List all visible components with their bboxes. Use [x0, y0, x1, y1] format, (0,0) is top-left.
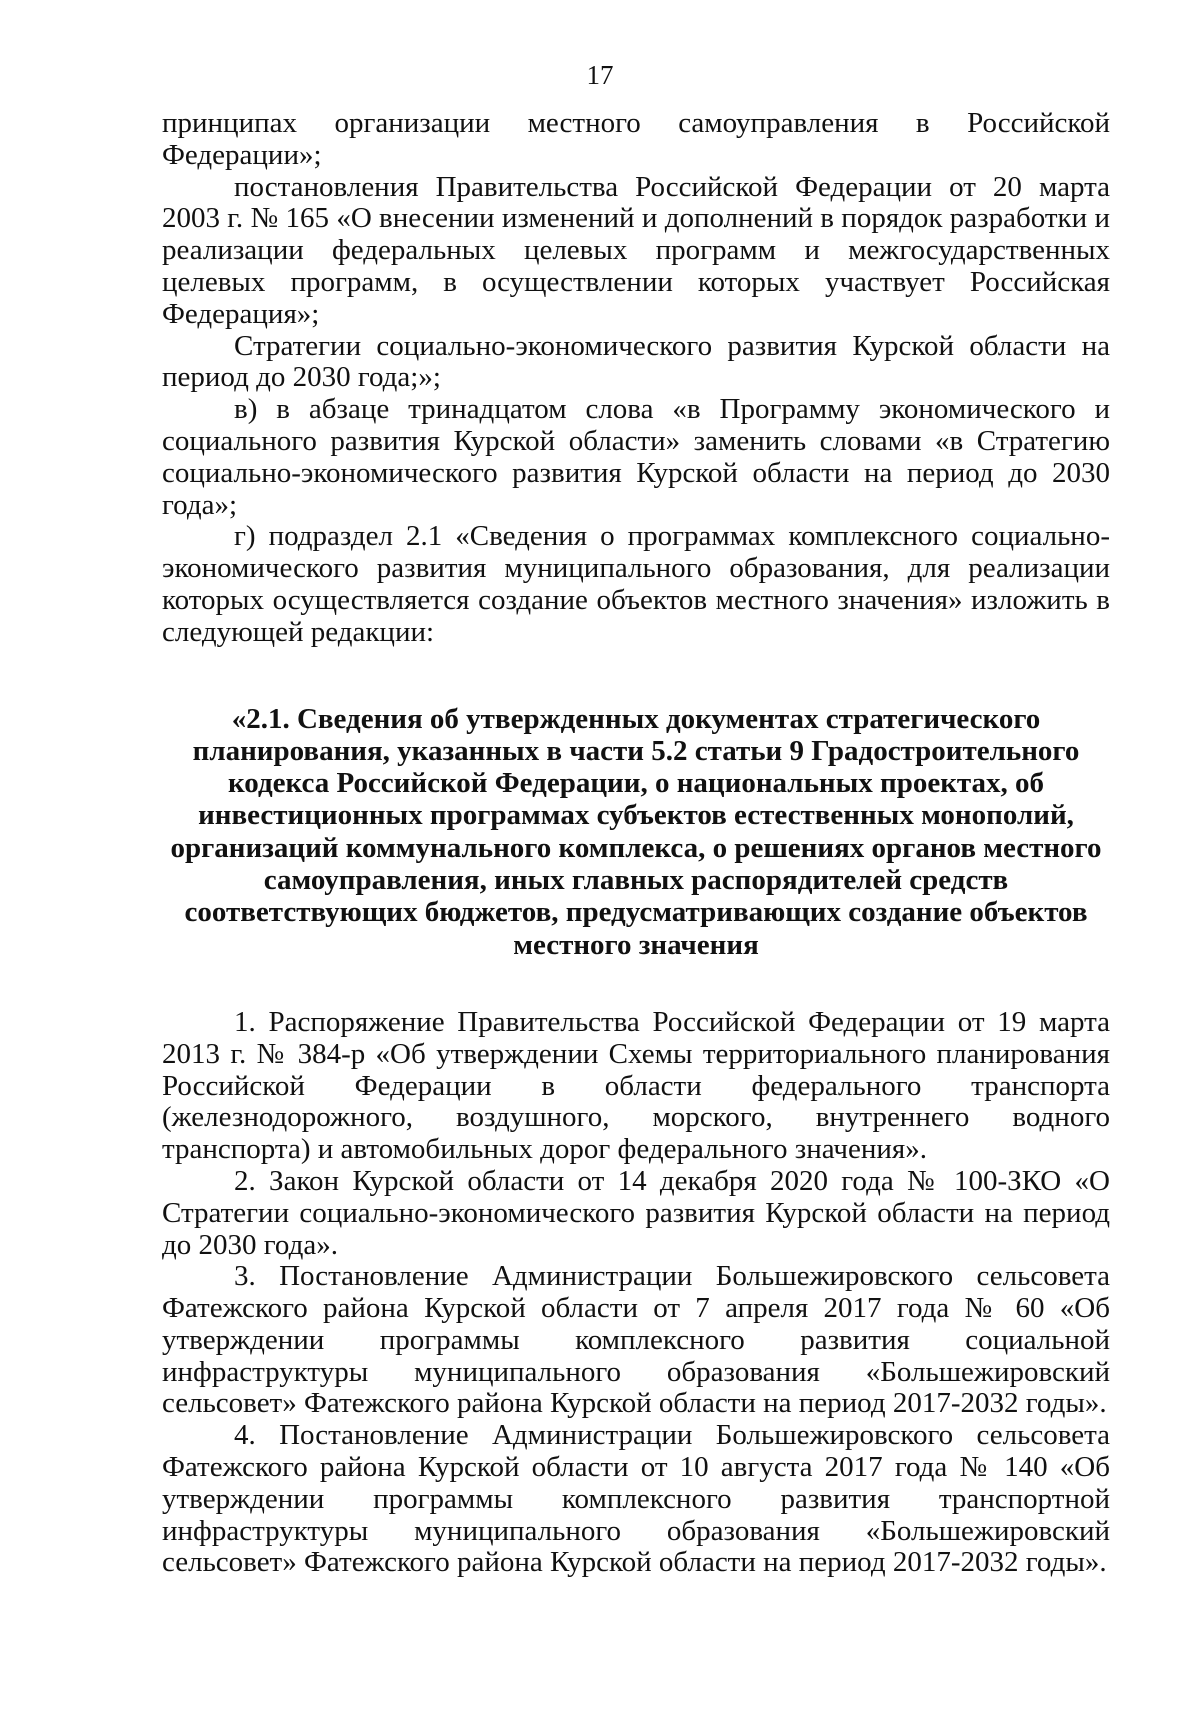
document-body [162, 108, 1110, 1579]
paragraph: постановления Правительства Российской Федерации от 20 марта 2003 г. № 165 «О внесении изменений и дополнений в порядок разработки и реализации федеральных целевых программ и межгосударственных целевых программ, в осуществлении которых участвует Российская Федерация»; [162, 170, 1110, 330]
section-heading: «2.1. Сведения об утвержденных документах стратегического планирования, указанных в части 5.2 статьи 9 Градостроительного кодекса Российской Федерации, о национальных проектах, об инвестиционных программах субъектов естественных монополий, организаций коммунального комплекса, о решениях органов местного самоуправления, иных главных распорядителей средств соответствующих бюджетов, предусматривающих создание объектов местного значения [170, 702, 1102, 961]
page-number: 17 [586, 60, 614, 90]
list-item: 4. Постановление Администрации Большежировского сельсовета Фатежского района Курской области от 10 августа 2017 года № 140 «Об утверждении программы комплексного развития транспортной инфраструктуры муниципального образования «Большежировский сельсовет» Фатежского района Курской области на период 2017-2032 годы». [162, 1419, 1110, 1579]
paragraph: в) в абзаце тринадцатом слова «в Программу экономического и социального развития Курской области» заменить словами «в Стратегию социально-экономического развития Курской области на период до 2030 года»; [162, 393, 1110, 521]
paragraph-continuation: принципах организации местного самоуправления в Российской Федерации»; [162, 107, 1110, 171]
paragraph: Стратегии социально-экономического развития Курской области на период до 2030 года;»; [162, 329, 1110, 394]
paragraph: г) подраздел 2.1 «Сведения о программах комплексного социально-экономического развития муниципального образования, для реализации которых осуществляется создание объектов местного значения» изложить в следующей редакции: [162, 520, 1110, 648]
list-item: 1. Распоряжение Правительства Российской Федерации от 19 марта 2013 г. № 384-р «Об утверждении Схемы территориального планирования Российской Федерации в области федерального транспорта (железнодорожного, воздушного, морского, внутреннего водного транспорта) и автомобильных дорог федерального значения». [162, 1005, 1110, 1166]
list-item: 3. Постановление Администрации Большежировского сельсовета Фатежского района Курской области от 7 апреля 2017 года № 60 «Об утверждении программы комплексного развития социальной инфраструктуры муниципального образования «Большежировский сельсовет» Фатежского района Курской области на период 2017-2032 годы». [162, 1260, 1110, 1420]
list-item: 2. Закон Курской области от 14 декабря 2020 года № 100-ЗКО «О Стратегии социально-экономического развития Курской области на период до 2030 года». [162, 1164, 1110, 1261]
